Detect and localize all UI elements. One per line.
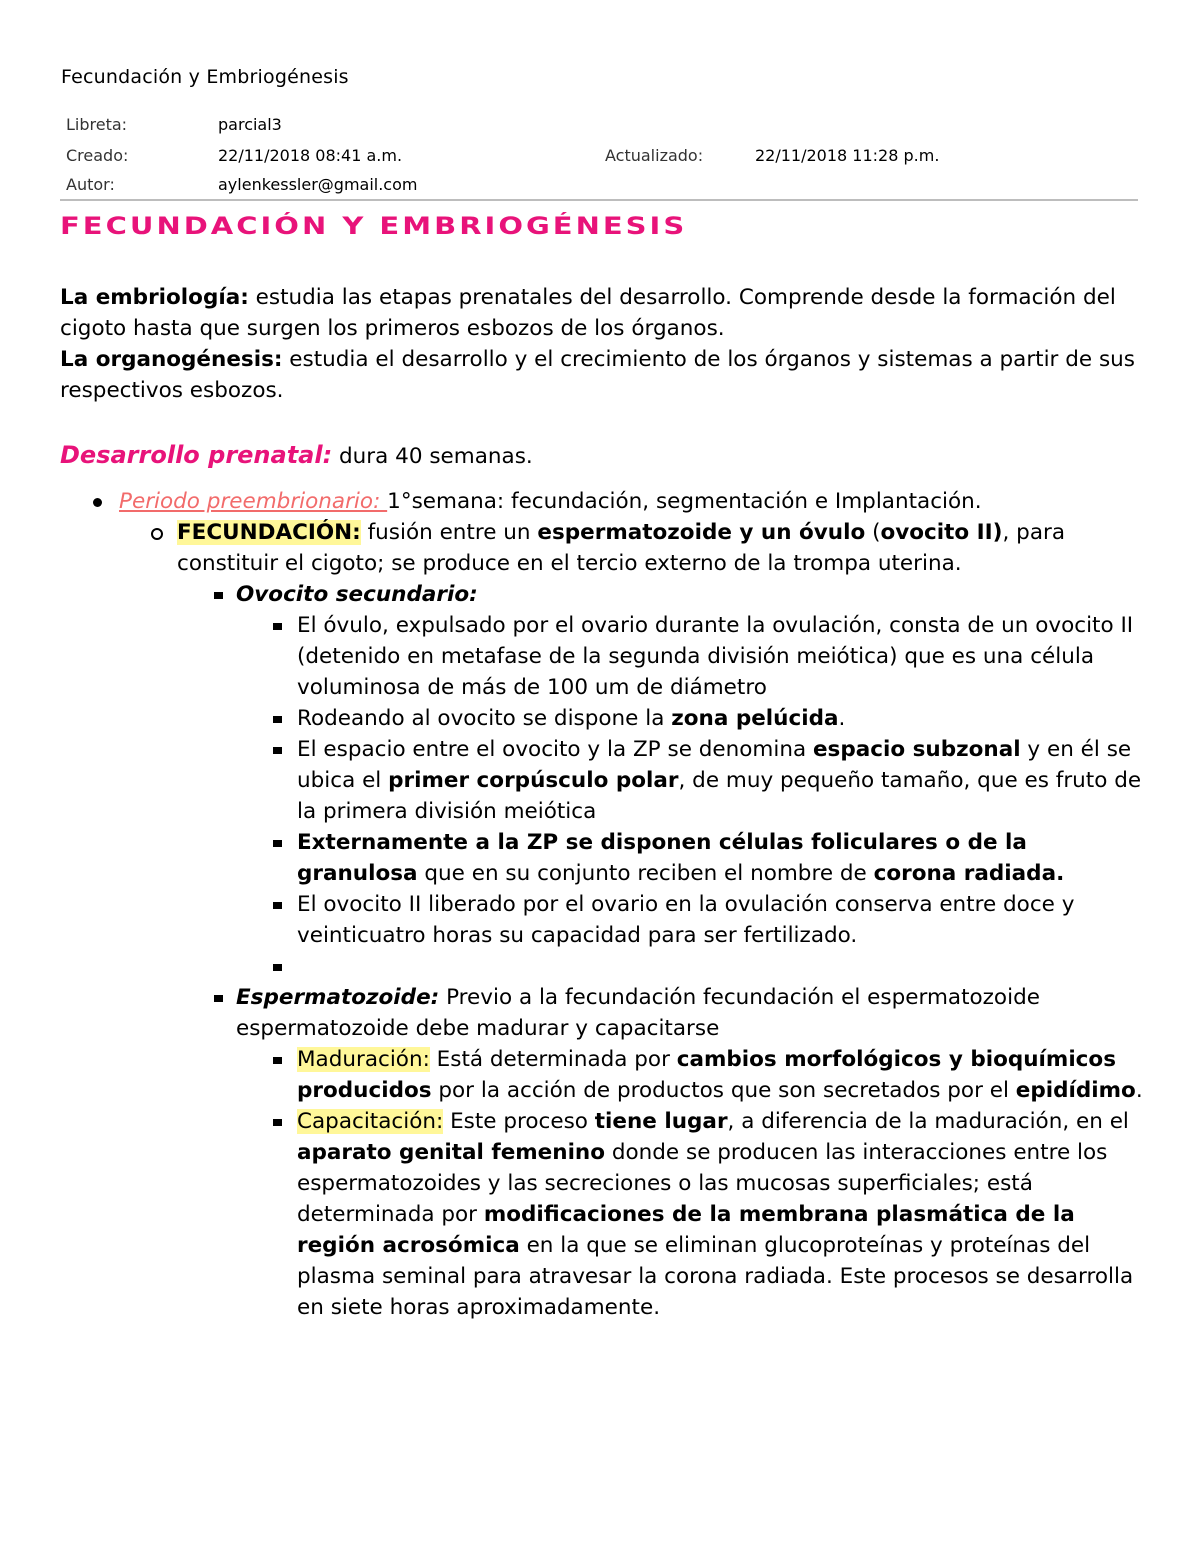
capacitacion-text: en la que se eliminan glucoproteínas y proteínas del plasma seminal para atravesar la corona radiada. Este procesos se desarrolla en siete horas aproximadamente. (297, 1233, 1134, 1320)
ovocito-item-text: El espacio entre el ovocito y la ZP se denomina (297, 737, 813, 762)
ovocito-item-text: Rodeando al ovocito se dispone la (297, 706, 672, 731)
section-text: dura 40 semanas. (332, 444, 533, 469)
section-title: Desarrollo prenatal: (60, 441, 333, 469)
capacitacion-bold: modificaciones de la membrana plasmática de la región acrosómica (297, 1202, 1075, 1258)
main-heading: FECUNDACIÓN Y EMBRIOGÉNESIS (60, 212, 688, 240)
fecundacion-term: FECUNDACIÓN: (177, 520, 361, 545)
fecundacion-text: fusión entre un (360, 520, 538, 545)
ovocito-item-text: . (838, 706, 846, 731)
capacitacion-text: Este proceso (443, 1109, 595, 1134)
ovocito-item-text: , de muy pequeño tamaño, que es fruto de la primera división meiótica (297, 768, 1142, 824)
creado-value: 22/11/2018 08:41 a.m. (218, 146, 403, 165)
embriologia-term: La embriología: (60, 285, 249, 310)
outline-list (60, 486, 1150, 1323)
ovocito-title: Ovocito secundario: (236, 582, 478, 607)
list-item (60, 734, 1150, 827)
libreta-label: Libreta: (66, 115, 128, 134)
bullet-square-icon (273, 902, 282, 909)
document-title: Fecundación y Embriogénesis (61, 66, 349, 88)
list-item (60, 579, 1150, 610)
ovocito-item-text: El óvulo, expulsado por el ovario durante la ovulación, consta de un ovocito II (detenido en metafase de la segunda división meiótica) que es una célula voluminosa de más de 100 um de diámetro (297, 613, 1134, 700)
capacitacion-label: Capacitación: (297, 1109, 444, 1134)
fecundacion-text: , para constituir el cigoto; se produce en el tercio externo de la trompa uterina. (177, 520, 1066, 576)
ovocito-item-text: que en su conjunto reciben el nombre de (417, 861, 874, 886)
esperm-title: Espermatozoide: (236, 985, 440, 1010)
capacitacion-bold: aparato genital femenino (297, 1140, 606, 1165)
list-item (60, 1044, 1150, 1106)
autor-value: aylenkessler@gmail.com (218, 175, 418, 194)
maduracion-text: . (1135, 1078, 1143, 1103)
section-desarrollo (60, 440, 1150, 472)
esperm-text: Previo a la fecundación fecundación el espermatozoide espermatozoide debe madurar y capacitarse (236, 985, 1040, 1041)
bullet-square-icon (273, 840, 282, 847)
fecundacion-bold: espermatozoide y un óvulo (537, 520, 866, 545)
list-item (60, 1106, 1150, 1323)
bullet-square-icon (273, 623, 282, 630)
bullet-square-icon (273, 747, 282, 754)
capacitacion-text: , a diferencia de la maduración, en el (727, 1109, 1129, 1134)
capacitacion-text: donde se producen las interacciones entre los espermatozoides y las secreciones o las mucosas superficiales; está determinada por (297, 1140, 1108, 1227)
ovocito-item-bold: Externamente a la ZP se disponen células foliculares o de la granulosa (297, 830, 1027, 886)
periodo-text: 1°semana: fecundación, segmentación e Implantación. (387, 489, 982, 514)
maduracion-text: Está determinada por (429, 1047, 677, 1072)
libreta-value: parcial3 (218, 115, 282, 134)
divider (60, 199, 1138, 201)
maduracion-label: Maduración: (297, 1047, 430, 1072)
bullet-square-icon (273, 1057, 282, 1064)
list-item (60, 889, 1150, 951)
fecundacion-bold: ovocito II) (880, 520, 1003, 545)
actualizado-label: Actualizado: (605, 146, 704, 165)
organogenesis-paragraph (60, 344, 1150, 406)
maduracion-bold: cambios morfológicos y bioquímicos producidos (297, 1047, 1116, 1103)
ovocito-item-bold: zona pelúcida (671, 706, 839, 731)
ovocito-item-text: El ovocito II liberado por el ovario en la ovulación conserva entre doce y veinticuatro horas su capacidad para ser fertilizado. (297, 892, 1075, 948)
maduracion-text: por la acción de productos que son secretados por el (431, 1078, 1016, 1103)
autor-label: Autor: (66, 175, 115, 194)
maduracion-bold: epidídimo (1015, 1078, 1136, 1103)
list-item-empty (60, 951, 1150, 982)
bullet-square-icon (273, 716, 282, 723)
organogenesis-text: estudia el desarrollo y el crecimiento de los órganos y sistemas a partir de sus respectivos esbozos. (60, 347, 1135, 403)
ovocito-item-bold: primer corpúsculo polar (388, 768, 679, 793)
ovocito-item-bold: espacio subzonal (812, 737, 1021, 762)
organogenesis-term: La organogénesis: (60, 347, 283, 372)
list-item (60, 486, 1150, 517)
list-item (60, 517, 1150, 579)
bullet-square-icon (214, 592, 223, 599)
bullet-square-icon (214, 995, 223, 1002)
list-item (60, 703, 1150, 734)
ovocito-item-bold: corona radiada. (873, 861, 1065, 886)
list-item (60, 982, 1150, 1044)
bullet-disc-icon (93, 498, 102, 507)
actualizado-value: 22/11/2018 11:28 p.m. (755, 146, 940, 165)
creado-label: Creado: (66, 146, 129, 165)
list-item (60, 610, 1150, 703)
bullet-square-icon (273, 1119, 282, 1126)
embriologia-paragraph (60, 282, 1150, 344)
capacitacion-bold: tiene lugar (594, 1109, 728, 1134)
ovocito-item-text: y en él se ubica el (297, 737, 1132, 793)
bullet-circle-icon (151, 528, 163, 540)
list-item (60, 827, 1150, 889)
note-body (60, 282, 1150, 1323)
embriologia-text: estudia las etapas prenatales del desarrollo. Comprende desde la formación del cigoto hasta que surgen los primeros esbozos de los órganos. (60, 285, 1116, 341)
periodo-link[interactable]: Periodo preembrionario: (119, 489, 388, 514)
fecundacion-text: ( (865, 520, 881, 545)
bullet-square-icon (273, 964, 282, 971)
